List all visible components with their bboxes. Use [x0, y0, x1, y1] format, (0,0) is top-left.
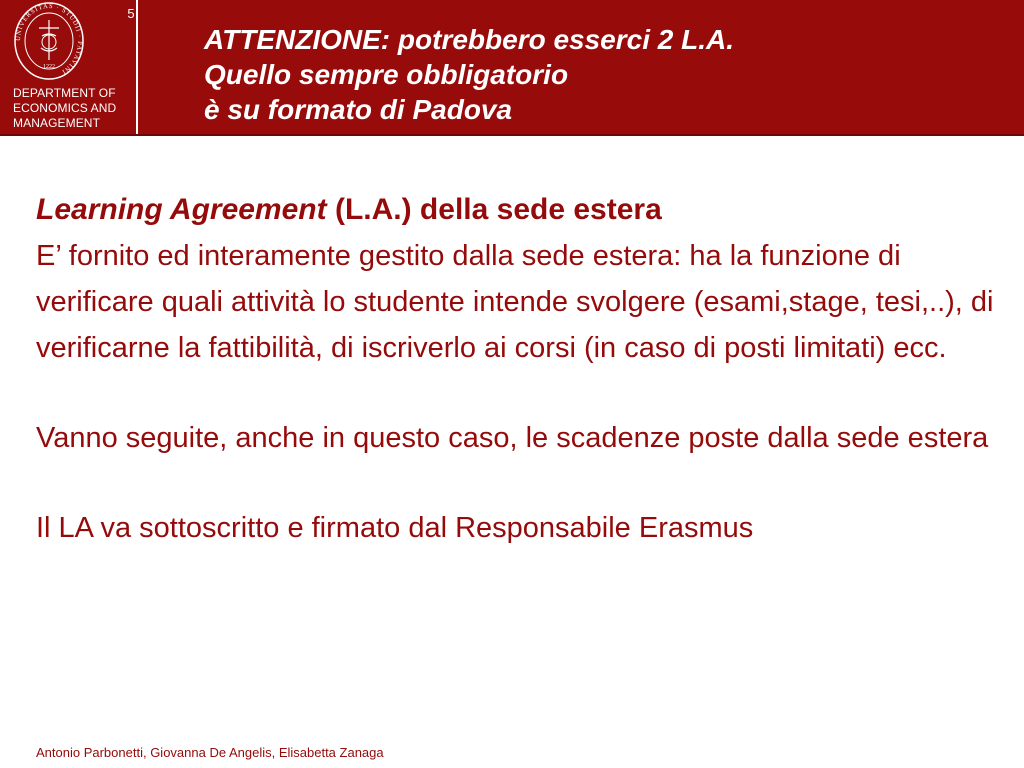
heading-italic: Learning Agreement	[36, 193, 327, 226]
slide-footer-authors: Antonio Parbonetti, Giovanna De Angelis, Elisabetta Zanaga	[36, 745, 384, 760]
logo-box	[0, 0, 138, 134]
slide-number: 5	[127, 6, 135, 21]
seal-ring-text: UNIVERSITAS · STUDII · PATAVINI	[14, 2, 84, 76]
slide-body	[36, 190, 1011, 551]
department-line: ECONOMICS AND	[13, 101, 117, 115]
title-line: Quello sempre obbligatorio	[204, 59, 569, 90]
university-seal-icon	[14, 2, 84, 80]
department-name	[13, 86, 135, 131]
title-line: è su formato di Padova	[204, 94, 513, 125]
department-line: DEPARTMENT OF	[13, 86, 116, 100]
body-paragraph: Il LA va sottoscritto e firmato dal Responsabile Erasmus	[36, 512, 754, 544]
heading-rest: (L.A.) della sede estera	[326, 193, 662, 226]
title-line: ATTENZIONE: potrebbero esserci 2 L.A.	[204, 24, 735, 55]
header-divider	[0, 134, 1024, 136]
body-paragraph: E’ fornito ed interamente gestito dalla sede estera: ha la funzione di verificare quali attività lo studente intende svolgere (esami,stage, tesi,..), di verificarne la fattibilità, di iscriverlo ai corsi (in caso di posti limitati) ecc.	[36, 240, 994, 364]
section-heading	[36, 190, 1011, 230]
department-line: MANAGEMENT	[13, 116, 101, 130]
slide-header	[0, 0, 1024, 134]
body-paragraph: Vanno seguite, anche in questo caso, le scadenze poste dalla sede estera	[36, 422, 989, 454]
slide-title	[204, 22, 1004, 127]
seal-year: 1222	[43, 64, 55, 70]
